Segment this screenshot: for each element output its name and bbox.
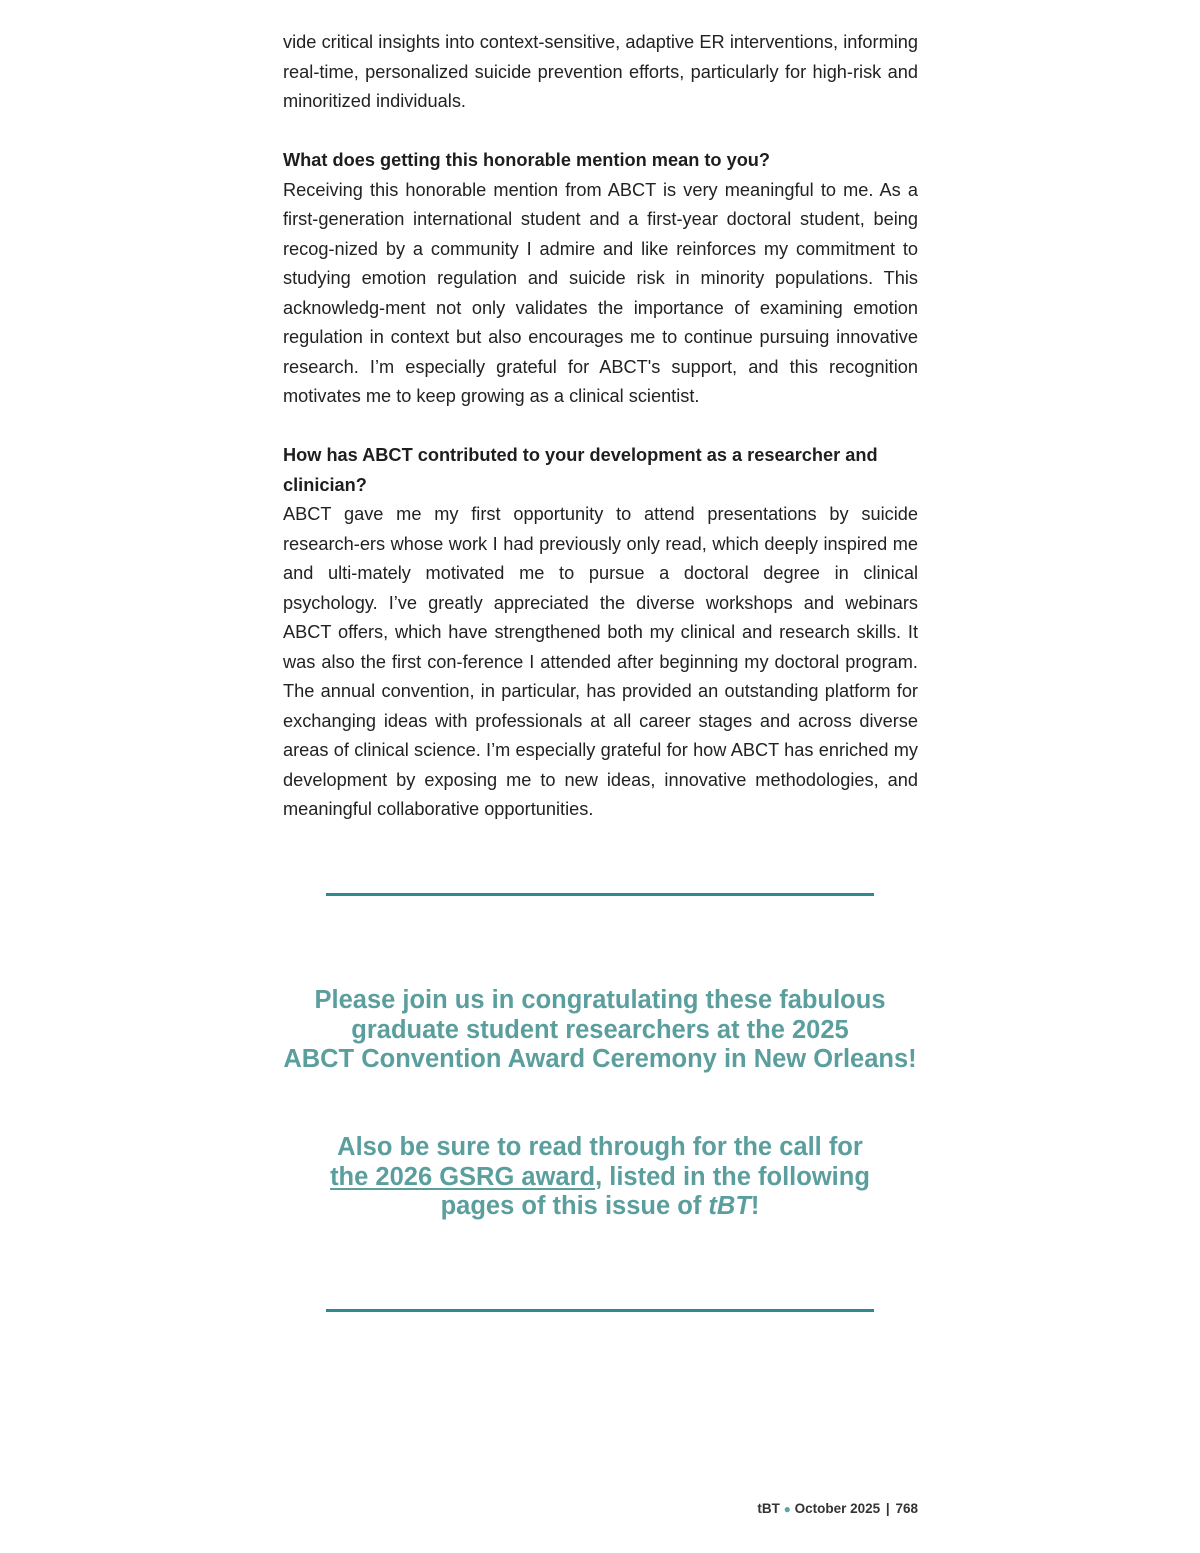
read-line-3 (250, 1192, 950, 1222)
read-line-3-suffix: ! (750, 1192, 760, 1220)
article-column (283, 28, 918, 825)
divider-bottom (326, 1309, 874, 1312)
congratulations-callout (250, 986, 950, 1075)
gsrg-award-callout (250, 1133, 950, 1222)
question-honorable-mention: What does getting this honorable mention mean to you? (283, 150, 771, 170)
question-abct-contribution: How has ABCT contributed to your development as a researcher and clinician? (283, 445, 878, 495)
gsrg-award-link[interactable]: the 2026 GSRG award (330, 1162, 596, 1191)
congrats-line-2: graduate student researchers at the 2025 (351, 1015, 849, 1044)
congrats-line-3: ABCT Convention Award Ceremony in New Orleans! (283, 1045, 917, 1073)
intro-paragraph: vide critical insights into context-sensitive, adaptive ER interventions, informing real-time, personalized suicide prevention efforts, particularly for high-risk and minoritized individuals. (283, 32, 918, 111)
tbt-italic: tBT (708, 1192, 751, 1220)
read-line-2-rest: , listed in the following (595, 1162, 870, 1191)
footer-date: October 2025 (794, 1501, 881, 1516)
divider-top (326, 893, 874, 896)
answer-honorable-mention: Receiving this honorable mention from ABCT is very meaningful to me. As a first-generation international student and a first-year doctoral student, being recog-nized by a community I admire and like reinforces my commitment to studying emotion regulation and suicide risk in minority populations. This acknowledg-ment not only validates the importance of examining emotion regulation in context but also encourages me to continue pursuing innovative research. I’m especially grateful for ABCT's support, and this recognition motivates me to keep growing as a clinical scientist. (283, 179, 918, 406)
answer-abct-contribution: ABCT gave me my first opportunity to attend presentations by suicide research-ers whose work I had previously only read, which deeply inspired me and ulti-mately motivated me to pursue a doctoral degree in clinical psychology. I’ve greatly appreciated the diverse workshops and webinars ABCT offers, which have strengthened both my clinical and research skills. It was also the first con-ference I attended after beginning my doctoral program. The annual convention, in particular, has provided an outstanding platform for exchanging ideas with professionals at all career stages and across diverse areas of clinical science. I’m especially grateful for how ABCT has enriched my development by exposing me to new ideas, innovative methodologies, and meaningful collaborative opportunities. (283, 504, 918, 819)
read-line-1: Also be sure to read through for the call for (337, 1133, 863, 1161)
page-number: 768 (895, 1501, 918, 1516)
page-footer (757, 1501, 918, 1516)
footer-bullet-icon: ● (783, 1502, 791, 1516)
read-line-2 (250, 1163, 950, 1193)
congrats-line-1: Please join us in congratulating these fabulous (314, 986, 886, 1014)
footer-journal: tBT (757, 1501, 780, 1516)
footer-separator: | (885, 1501, 890, 1516)
read-line-3-prefix: pages of this issue of (440, 1192, 709, 1220)
